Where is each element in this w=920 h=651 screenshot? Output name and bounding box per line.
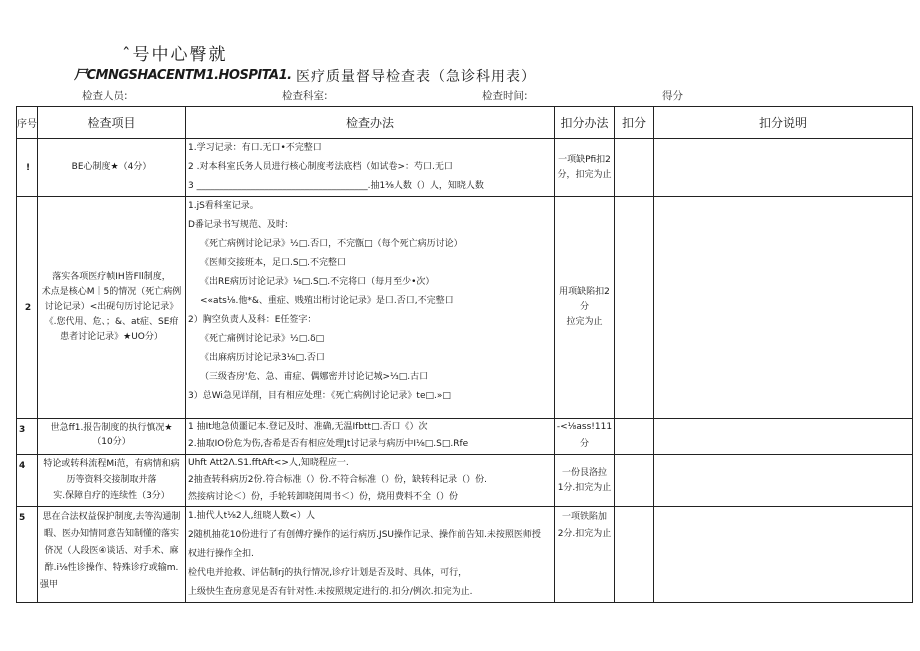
method-line: 1.抽代人t⅛2人,纽晓人数<）人 bbox=[188, 511, 315, 521]
row-number: 2 bbox=[17, 197, 38, 419]
method-line: D番记录书写规范、及时: bbox=[188, 220, 288, 230]
rule-line: 拉完为止 bbox=[566, 317, 603, 327]
method-line: 上级快生査房意见是否有针对性.未按照规定进行的.扣分/例次.扣完为止. bbox=[188, 587, 473, 597]
inspection-table bbox=[16, 106, 913, 603]
method-line: 3 ______________________________________.抽1⅜人数（）人，知晓人数 bbox=[188, 181, 484, 191]
header-deduct: 扣分 bbox=[615, 107, 654, 139]
rule-line: 用项缺陷扣2分 bbox=[559, 287, 610, 312]
inspector-label: 检查人员: bbox=[82, 90, 128, 102]
table-row bbox=[17, 455, 913, 507]
hospital-logo-en: 尸CMNGSHACENTM1.HOSPITA1. bbox=[74, 68, 292, 83]
method-line: （三级杳房'危、急、甫症、偶娜密并讨论记城>⅓□.古口 bbox=[200, 372, 429, 382]
method-line: 《出麻病历讨论记录3⅛□.否口 bbox=[200, 353, 325, 363]
item-line: 实.保障自疗的连续性（3分） bbox=[53, 491, 170, 501]
item-line: 世急ff1.报告制度的执行慎况★ bbox=[50, 423, 173, 433]
deduction-rule bbox=[555, 139, 615, 197]
rule-line: -<⅛ass!111分 bbox=[556, 422, 613, 449]
deduction-note-cell[interactable] bbox=[654, 197, 913, 419]
header-rule: 扣分办法 bbox=[555, 107, 615, 139]
row-number: 4 bbox=[17, 455, 38, 507]
item-line: 患者讨论记录》★UO分） bbox=[60, 332, 163, 342]
deduction-cell[interactable] bbox=[615, 455, 654, 507]
item-line: 暇、医办知情同意告知制懂的落实 bbox=[43, 529, 179, 539]
item-line: 讨论记录）<出砚句历讨论记录》 bbox=[44, 302, 179, 312]
item-line: 酢.i⅛性诊操作、特殊诊疗或输m. bbox=[44, 563, 179, 573]
table-row bbox=[17, 197, 913, 419]
method-line: 2）胸空负责人及科：E任签字： bbox=[188, 315, 317, 325]
deduction-note-cell[interactable] bbox=[654, 455, 913, 507]
hospital-logo-cn: ˆ号中心臀就 bbox=[122, 45, 228, 65]
method-line: Uhft Att2Λ.S1.fftAft<>人,知晓程应一. bbox=[188, 458, 349, 468]
header-no: 序号 bbox=[17, 107, 38, 139]
department-label: 检查科室: bbox=[282, 90, 328, 102]
deduction-cell[interactable] bbox=[615, 507, 654, 603]
row-number: 5 bbox=[17, 507, 38, 603]
item-line: 特论或转科流程Mi范，有病情和病 bbox=[43, 459, 180, 469]
item-line: 历等资料交接制取并落 bbox=[66, 475, 157, 485]
document-title: 医疗质量督导检查表（急诊科用表） bbox=[296, 69, 536, 85]
header-method: 检查办法 bbox=[186, 107, 555, 139]
check-item bbox=[38, 507, 186, 603]
item-line: 术点是核心M｜5的情况（死亡病例 bbox=[41, 287, 182, 297]
rule-line: 分，扣完为止 bbox=[557, 169, 612, 180]
item-line: 侪况（人段医④谈话、对手术、麻 bbox=[44, 546, 179, 556]
method-line: 2.抽取IO份危为伤,杳希是否有相应处理Jt讨记录与病历中I⅛□.S□.Rfe bbox=[188, 439, 469, 449]
score-label: 得分 bbox=[662, 90, 683, 102]
method-line: 《医师交接班本，足口.S□.不完整口 bbox=[200, 258, 346, 268]
method-line: 2抽查转科病历2份.符合标准（）份.不符合标准（）份，缺转科记录（）份. bbox=[188, 475, 488, 485]
check-item bbox=[38, 455, 186, 507]
check-item bbox=[38, 139, 186, 197]
header-note: 扣分说明 bbox=[654, 107, 913, 139]
method-line: 然接病讨论＜）份，手轮转卸晓闺周书＜）份，烧用费料不全（）份 bbox=[188, 492, 459, 502]
rule-line: 1分.扣完为止 bbox=[557, 482, 612, 493]
deduction-rule bbox=[555, 455, 615, 507]
method-line: 1.学习记录：有口.无口•不完整口 bbox=[188, 143, 322, 153]
method-line: 检代电并抢救、评估制rj的执行情况,诊疗计划是否及时、具体，可行， bbox=[188, 568, 468, 578]
method-line: 2随机抽花10份进行了有创傅疗操作的运行病历.JSU操作记录、操作前告知.未按照医师授 bbox=[188, 530, 541, 540]
check-method bbox=[186, 197, 555, 419]
method-line: 权进行操作全扣. bbox=[188, 549, 254, 559]
item-line: BE心制度★（4分） bbox=[71, 162, 152, 172]
inspection-time-label: 检查时间: bbox=[482, 90, 528, 102]
row-number: 3 bbox=[17, 419, 38, 455]
rule-line: 一项铁陷加 bbox=[561, 512, 607, 522]
method-line: 《死亡痛例讨论记录》½□.δ□ bbox=[200, 334, 325, 344]
rule-line: 2分.扣完为止 bbox=[557, 529, 612, 539]
table-row bbox=[17, 507, 913, 603]
method-line: 《死亡病例讨论记录》½□.否口，不完甑□（每个死亡病历讨论） bbox=[200, 239, 463, 249]
check-method bbox=[186, 139, 555, 197]
item-line: 落实各项医疗帧IH皆Fll制度， bbox=[52, 272, 171, 282]
row-number: ! bbox=[17, 139, 38, 197]
rule-line: 一份艮洛拉 bbox=[561, 467, 607, 478]
check-method bbox=[186, 455, 555, 507]
rule-line: 一项缺Pfi扣2 bbox=[558, 154, 611, 165]
deduction-rule bbox=[555, 419, 615, 455]
method-line: 1.jS看科室记录。 bbox=[188, 201, 259, 211]
table-row bbox=[17, 419, 913, 455]
check-item bbox=[38, 197, 186, 419]
header-item: 检查项目 bbox=[38, 107, 186, 139]
method-line: 《出RE病历讨论记录》⅛□.S□.不完将口（每月至少•次） bbox=[200, 277, 435, 287]
deduction-cell[interactable] bbox=[615, 419, 654, 455]
deduction-note-cell[interactable] bbox=[654, 139, 913, 197]
check-method bbox=[186, 507, 555, 603]
check-method bbox=[186, 419, 555, 455]
deduction-rule bbox=[555, 507, 615, 603]
table-row bbox=[17, 139, 913, 197]
item-line: 《.您代用、危、；&、at症、SE疳 bbox=[44, 317, 179, 327]
deduction-note-cell[interactable] bbox=[654, 419, 913, 455]
item-line: （10分） bbox=[92, 437, 131, 447]
deduction-cell[interactable] bbox=[615, 139, 654, 197]
table-header-row bbox=[17, 107, 913, 139]
check-item bbox=[38, 419, 186, 455]
item-line: 思在合法权益保护制度,去等沟通制 bbox=[42, 512, 181, 522]
method-line: 2 .对本科室氏务人员进行核心制度考法底档（如试卷>：芍口.无口 bbox=[188, 162, 453, 172]
deduction-rule bbox=[555, 197, 615, 419]
method-line: 3）总Wi急见详削，目有相应处理：《死亡病例讨论记录》te□.»□ bbox=[188, 391, 451, 401]
item-line: 强甲 bbox=[40, 580, 59, 590]
method-line: 1 抽It地急侦噩记本.登记及时、准确,无温Ifbtt□.否口《）次 bbox=[188, 422, 428, 432]
deduction-cell[interactable] bbox=[615, 197, 654, 419]
method-line: <«ats⅛.他*&、重症、贱殖岀桁讨论记录》是口.否口,不完整口 bbox=[200, 296, 454, 306]
deduction-note-cell[interactable] bbox=[654, 507, 913, 603]
